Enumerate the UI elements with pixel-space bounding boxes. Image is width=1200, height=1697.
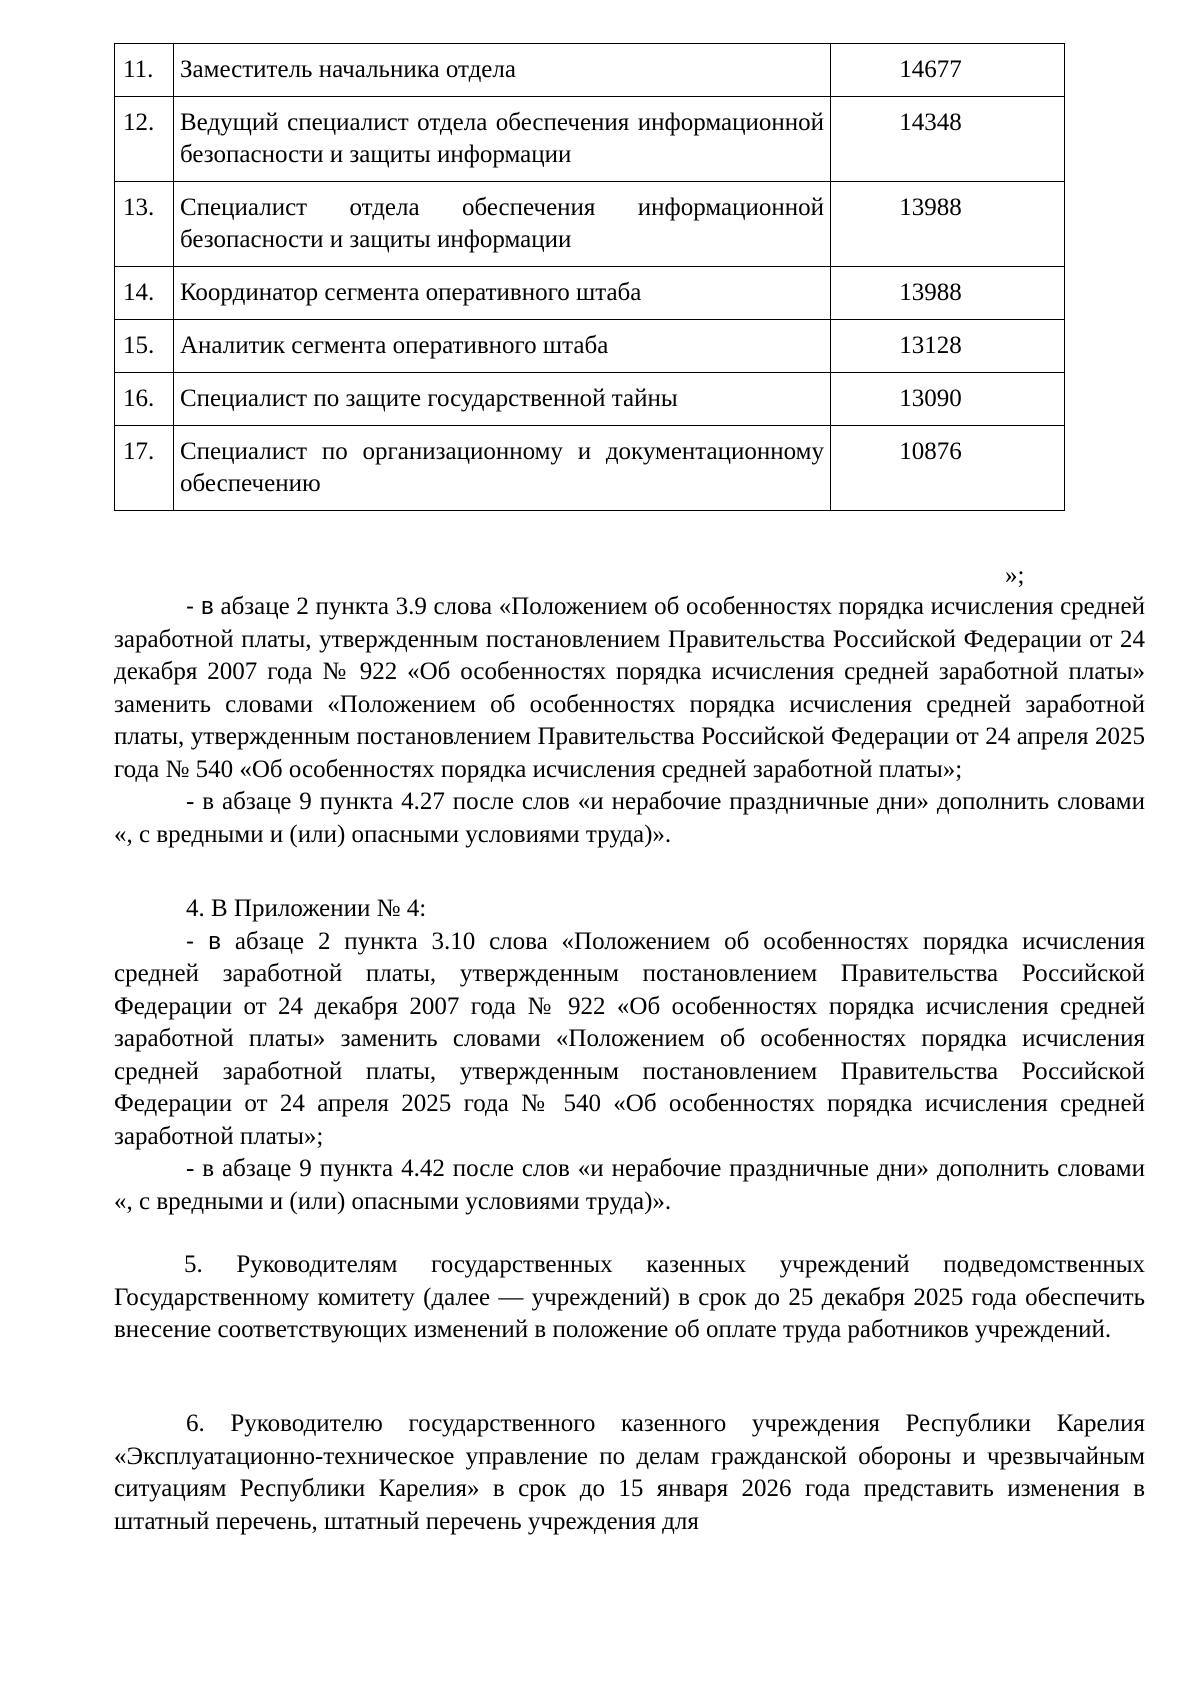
position-name: Заместитель начальника отдела <box>174 44 831 97</box>
row-number: 11. <box>115 44 174 97</box>
list-dash: - в <box>186 927 221 955</box>
table-row <box>115 267 1065 320</box>
section-4-text <box>114 893 1145 1218</box>
table-row <box>115 182 1065 267</box>
position-name: Координатор сегмента оперативного штаба <box>174 267 831 320</box>
section-4-paragraph-1 <box>114 926 1145 1154</box>
row-number: 16. <box>115 373 174 426</box>
section-3-paragraph-2: - в абзаце 9 пункта 4.27 после слов «и нерабочие праздничные дни» дополнить словами «, с вредными и (или) опасными условиями труда)». <box>114 788 1145 848</box>
positions-salary-table <box>114 43 1065 511</box>
row-number: 12. <box>115 97 174 182</box>
row-number: 15. <box>115 320 174 373</box>
salary-value: 10876 <box>831 426 1065 511</box>
section-4-heading: 4. В Приложении № 4: <box>186 895 427 922</box>
table-row <box>115 373 1065 426</box>
position-name: Специалист по организационному и документационному обеспечению <box>174 426 831 511</box>
paragraph-text: абзаце 2 пункта 3.9 слова «Положением об особенностях порядка исчисления средней заработной платы, утвержденным постановлением Правительства Российской Федерации от 24 декабря 2007 года № 922 «Об особенностях порядка исчисления средней заработной платы» заменить словами «Положением об особенностях порядка исчисления средней заработной платы, утвержденным постановлением Правительства Российской Федерации от 24 апреля 2025 года № 540 «Об особенностях порядка исчисления средней заработной платы»; <box>114 593 1146 783</box>
paragraph-text: абзаце 2 пункта 3.10 слова «Положением об особенностях порядка исчисления средней заработной платы, утвержденным постановлением Правительства Российской Федерации от 24 декабря 2007 года № 922 «Об особенностях порядка исчисления средней заработной платы» заменить словами «Положением об особенностях порядка исчисления средней заработной платы, утвержденным постановлением Правительства Российской Федерации от 24 апреля 2025 года № 540 «Об особенностях порядка исчисления средней заработной платы»; <box>114 927 1145 1150</box>
section-6-paragraph: 6. Руководителю государственного казенного учреждения Республики Карелия «Эксплуатационно-техническое управление по делам гражданской обороны и чрезвычайным ситуациям Республики Карелия» в срок до 15 января 2026 года представить изменения в штатный перечень, штатный перечень учреждения для <box>114 1410 1145 1535</box>
salary-value: 13090 <box>831 373 1065 426</box>
section-5-paragraph: 5. Руководителям государственных казенных учреждений подведомственных Государственному комитету (далее — учреждений) в срок до 25 декабря 2025 года обеспечить внесение соответствующих изменений в положение об оплате труда работников учреждений. <box>114 1251 1145 1343</box>
list-dash: - в <box>186 593 214 620</box>
section-5-text <box>114 1249 1145 1347</box>
salary-value: 14677 <box>831 44 1065 97</box>
table-row <box>115 426 1065 511</box>
table-row <box>115 44 1065 97</box>
section-4-paragraph-2: - в абзаце 9 пункта 4.42 после слов «и нерабочие праздничные дни» дополнить словами «, с вредными и (или) опасными условиями труда)». <box>114 1155 1145 1215</box>
section-3-paragraph-1 <box>114 591 1145 786</box>
row-number: 17. <box>115 426 174 511</box>
salary-value: 13988 <box>831 182 1065 267</box>
salary-value: 13988 <box>831 267 1065 320</box>
table-row <box>115 97 1065 182</box>
row-number: 13. <box>115 182 174 267</box>
closing-quote-mark: »; <box>1005 562 1025 589</box>
section-6-text <box>114 1408 1145 1538</box>
salary-value: 13128 <box>831 320 1065 373</box>
salary-value: 14348 <box>831 97 1065 182</box>
position-name: Ведущий специалист отдела обеспечения информационной безопасности и защиты информации <box>174 97 831 182</box>
table-row <box>115 320 1065 373</box>
position-name: Специалист по защите государственной тайны <box>174 373 831 426</box>
position-name: Аналитик сегмента оперативного штаба <box>174 320 831 373</box>
position-name: Специалист отдела обеспечения информационной безопасности и защиты информации <box>174 182 831 267</box>
row-number: 14. <box>115 267 174 320</box>
section-3-text <box>114 591 1145 851</box>
